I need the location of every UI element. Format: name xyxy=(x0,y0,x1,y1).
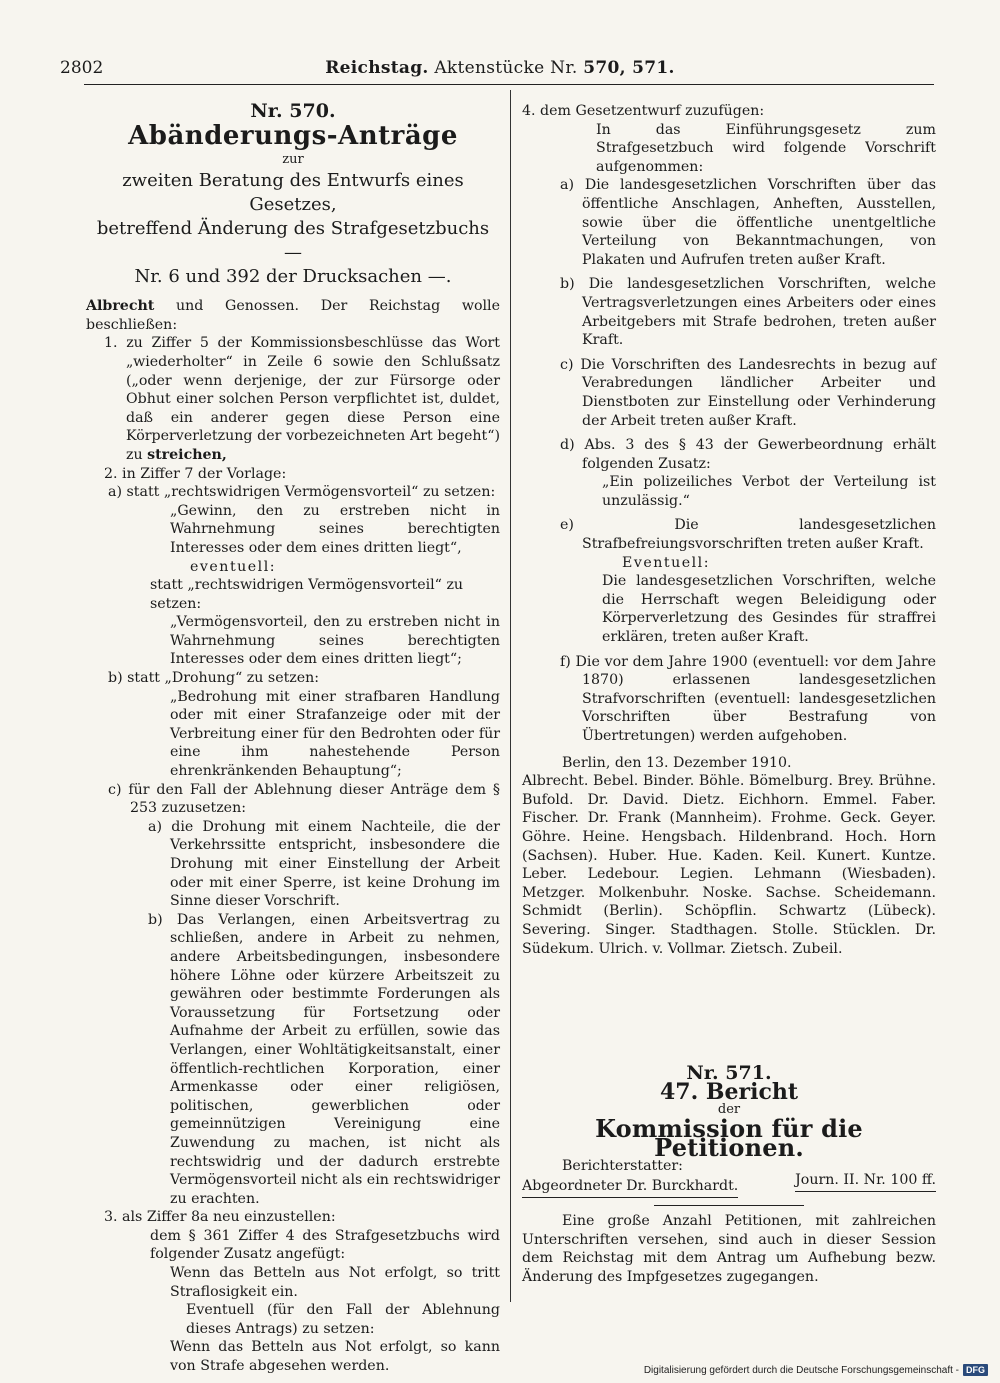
right-column xyxy=(522,102,936,1286)
column-divider xyxy=(510,90,511,1302)
rapporteur-label: Berichterstatter: xyxy=(562,1158,683,1175)
item-4-text: In das Einführungsgesetz zum Strafgesetzbuch wird folgende Vorschrift aufgenommen: xyxy=(596,121,936,175)
report-der: der xyxy=(717,1102,741,1118)
item-4d-quote: „Ein polizeiliches Verbot der Verteilung ist unzulässig.“ xyxy=(602,474,936,509)
item-2b: b) statt „Drohung“ zu setzen: xyxy=(108,670,320,687)
item-2a: a) statt „rechtswidrigen Vermögensvorteil“ zu setzen: xyxy=(108,484,496,501)
item-3-quote: Wenn das Betteln aus Not erfolgt, so tritt Straflosigkeit ein. xyxy=(170,1265,500,1300)
item-2a-alternative-quote: „Vermögensvorteil, den zu erstreben nicht in Wahrnehmung seines berechtigten Interesses oder dem eines dritten liegt“; xyxy=(170,614,500,668)
item-1-end: streichen, xyxy=(147,446,227,463)
item-4f: f) Die vor dem Jahre 1900 (eventuell: vor dem Jahre 1870) erlassenen landesgesetzlichen Strafvorschriften (eventuell: landesgesetzlichen Vorschriften über Bestrafung von Übertretungen) werden aufgehoben. xyxy=(560,653,936,744)
page-number: 2802 xyxy=(60,58,104,78)
running-header xyxy=(60,58,940,86)
item-4d: d) Abs. 3 des § 43 der Gewerbeordnung erhält folgenden Zusatz: xyxy=(560,437,936,472)
digitization-footer xyxy=(644,1364,988,1376)
eventuell-2: Eventuell: xyxy=(622,554,710,571)
item-3: 3. als Ziffer 8a neu einzustellen: xyxy=(104,1209,336,1226)
report-body: Eine große Anzahl Petitionen, mit zahlreichen Unterschriften versehen, sind auch in dieser Session dem Reichstag mit dem Antrag um Aufhebung bezw. Änderung des Impfgesetzes zugegangen. xyxy=(522,1213,936,1285)
intro-author: Albrecht xyxy=(86,298,155,315)
report-title: 47. Bericht xyxy=(659,1078,799,1105)
item-2c: c) für den Fall der Ablehnung dieser Anträge dem § 253 zuzusetzen: xyxy=(108,781,500,817)
item-4b: b) Die landesgesetzlichen Vorschriften, welche Vertragsverletzungen eines Arbeiters oder eines Arbeitgebers mit Strafe bedrohen, treten außer Kraft. xyxy=(560,276,936,349)
subtitle-line-2: betreffend Änderung des Strafgesetzbuchs — xyxy=(96,218,490,264)
document-title: Abänderungs-Anträge xyxy=(128,120,458,151)
rapporteur-name: Abgeordneter Dr. Burckhardt. xyxy=(522,1177,738,1198)
commission-title: Kommission für die Petitionen. xyxy=(595,1113,863,1162)
running-title-reichstag: Reichstag. xyxy=(325,58,429,78)
item-2: 2. in Ziffer 7 der Vorlage: xyxy=(104,465,287,482)
item-1-text: 1. zu Ziffer 5 der Kommissionsbeschlüsse das Wort „wiederholter“ in Zeile 6 sowie den Schlußsatz („oder wenn derjenige, der zur Fürsorge oder Obhut einer solchen Person verpflichtet ist, duldet, daß ein anderer gegen diese Person eine Körperverletzung der vorbezeichneten Art begeht“) zu xyxy=(104,335,500,463)
left-column xyxy=(86,102,500,1376)
item-2b-quote: „Bedrohung mit einer strafbaren Handlung oder mit einer Strafanzeige oder mit der Verbreitung einer für den Bedrohten oder für eine ihm nahestehende Person ehrenkränkenden Behauptung“; xyxy=(170,688,500,780)
dfg-logo: DFG xyxy=(963,1364,988,1376)
item-1 xyxy=(86,334,500,464)
journal-reference: Journ. II. Nr. 100 ff. xyxy=(795,1171,936,1192)
item-2a-quote: „Gewinn, den zu erstreben nicht in Wahrnehmung seines berechtigten Interesses oder dem eines dritten liegt“, xyxy=(170,502,500,556)
rapporteur-row xyxy=(522,1157,936,1201)
subtitle-line-1: zweiten Beratung des Entwurfs eines Gesetzes, xyxy=(122,170,464,216)
intro-text: und Genossen. Der Reichstag wolle beschließen: xyxy=(86,298,500,333)
item-4e-alternative: Die landesgesetzlichen Vorschriften, welche die Herrschaft wegen Beleidigung oder Körperverletzung des Gesindes für straffrei erklären, treten außer Kraft. xyxy=(602,573,936,646)
item-2c-b: b) Das Verlangen, einen Arbeitsvertrag zu schließen, andere in Arbeit zu nehmen, andere Arbeitsbedingungen, insbesondere höhere Löhne oder kürzere Arbeitszeit zu gewähren oder bestimmte Forderungen als Voraussetzung für Fortsetzung oder Aufnahme der Arbeit zu erfüllen, sowie das Verlangen, einer Wohltätigkeitsanstalt, einer öffentlich-rechtlichen Korporation, einer Armenkasse oder einer religiösen, politischen, gewerblichen oder gemeinnützigen Vereinigung eine Zuwendung zu machen, ist nicht als rechtswidrig und der dadurch erstrebte Vermögensvorteil nicht als ein rechtswidriger zu erachten. xyxy=(148,911,500,1207)
date-line: Berlin, den 13. Dezember 1910. xyxy=(562,754,792,771)
item-4c: c) Die Vorschriften des Landesrechts in bezug auf Verabredungen ländlicher Arbeiter und Dienstboten zur Einstellung oder Verhinderung der Arbeit treten außer Kraft. xyxy=(560,356,936,429)
document-number-571: Nr. 571. xyxy=(686,1062,772,1085)
signatories: Albrecht. Bebel. Binder. Böhle. Bömelburg. Brey. Brühne. Bufold. Dr. David. Dietz. Eichhorn. Emmel. Faber. Fischer. Dr. Frank (Mannheim). Frohme. Geck. Geyer. Göhre. Heine. Hengsbach. Hildenbrand. Hoch. Horn (Sachsen). Huber. Hue. Kaden. Keil. Kunert. Kuntze. Leber. Ledebour. Legien. Lehmann (Wiesbaden). Metzger. Molkenbuhr. Noske. Sachse. Scheidemann. Schmidt (Berlin). Schöpflin. Schwartz (Lübeck). Severing. Singer. Stadthagen. Stolle. Stücklen. Dr. Südekum. Ulrich. v. Vollmar. Zietsch. Zubeil. xyxy=(522,773,936,957)
item-3-quote-2: Wenn das Betteln aus Not erfolgt, so kann von Strafe abgesehen werden. xyxy=(170,1339,500,1375)
footer-text: Digitalisierung gefördert durch die Deutsche Forschungsgemeinschaft - xyxy=(643,1364,959,1376)
item-4e: e) Die landesgesetzlichen Strafbefreiungsvorschriften treten außer Kraft. xyxy=(560,517,936,553)
section-dash xyxy=(654,1205,804,1206)
item-4: 4. dem Gesetzentwurf zuzufügen: xyxy=(522,103,765,119)
item-3-text: dem § 361 Ziffer 4 des Strafgesetzbuchs wird folgender Zusatz angefügt: xyxy=(150,1227,500,1263)
item-2a-alternative: statt „rechtswidrigen Vermögensvorteil“ zu setzen: xyxy=(150,577,464,612)
intro-paragraph xyxy=(86,297,500,334)
title-zur: zur xyxy=(282,151,304,167)
eventuell-1: eventuell: xyxy=(190,558,277,575)
subtitle-line-3: Nr. 6 und 392 der Drucksachen —. xyxy=(134,266,452,288)
running-title-numbers: 570, 571. xyxy=(583,58,675,78)
document-number-570: Nr. 570. xyxy=(250,100,336,122)
item-2c-a: a) die Drohung mit einem Nachteile, die der Verkehrssitte entspricht, insbesondere die Drohung mit einer Einstellung der Arbeit oder mit einer Sperre, ist keine Drohung im Sinne dieser Vorschrift. xyxy=(148,818,500,910)
header-rule xyxy=(84,84,934,85)
running-title xyxy=(60,58,940,78)
item-3-eventuell: Eventuell (für den Fall der Ablehnung dieses Antrags) zu setzen: xyxy=(186,1302,500,1337)
item-4a: a) Die landesgesetzlichen Vorschriften über das öffentliche Anschlagen, Anheften, Ausstellen, sowie über die öffentliche unentgeltliche Verteilung von Bekanntmachungen, von Plakaten und Aufrufen treten außer Kraft. xyxy=(560,177,936,268)
running-title-aktenstuecke: Aktenstücke Nr. xyxy=(434,58,578,78)
